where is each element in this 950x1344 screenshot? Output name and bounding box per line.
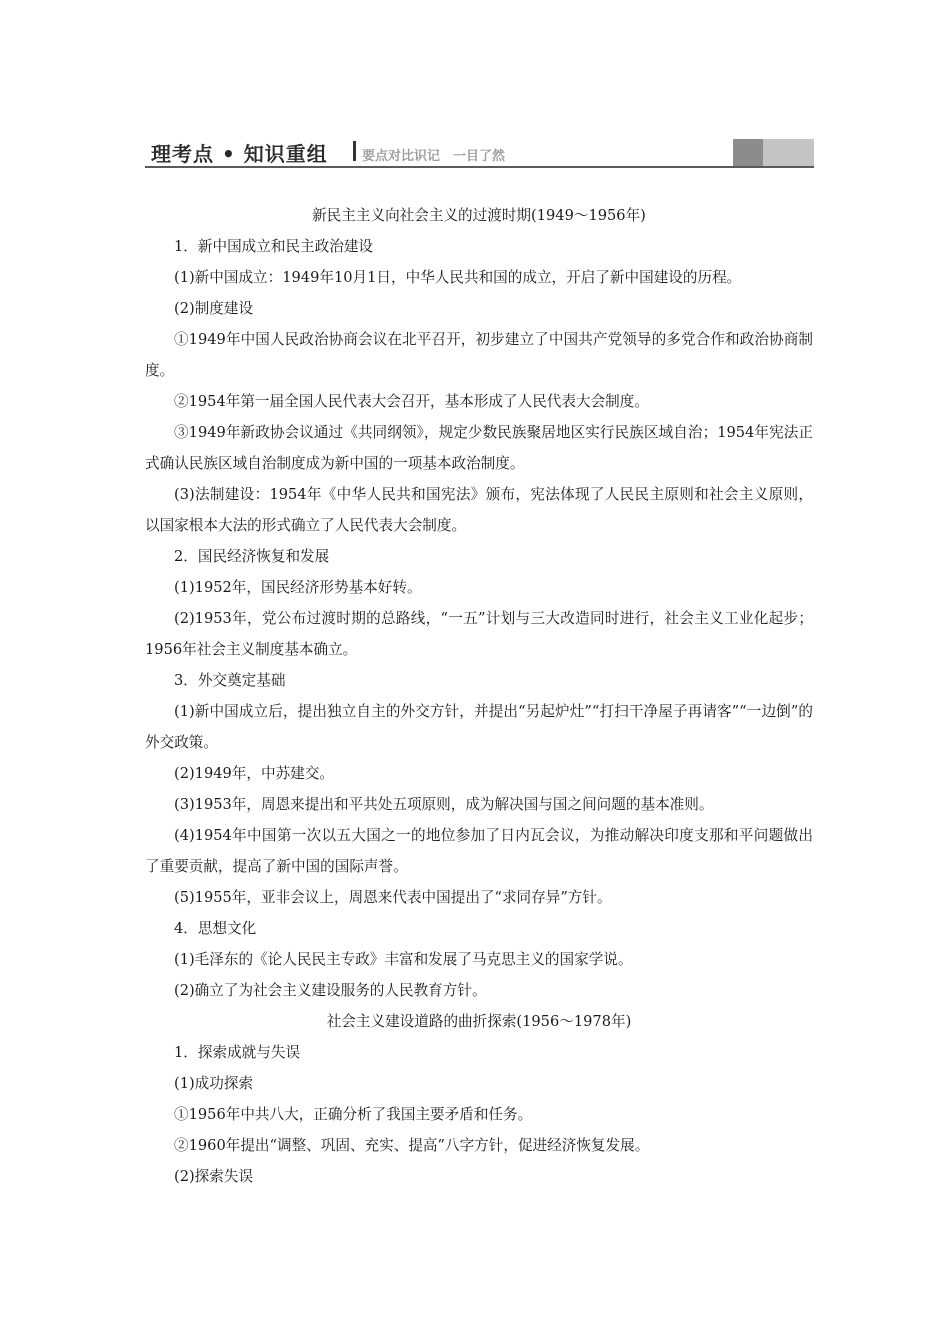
paragraph: (1)新中国成立：1949年10月1日，中华人民共和国的成立，开启了新中国建设的历程。	[174, 269, 742, 286]
header-dark-block	[733, 139, 763, 166]
paragraph: ①1956年中共八大，正确分析了我国主要矛盾和任务。	[174, 1106, 533, 1123]
section-heading: 社会主义建设道路的曲折探索(1956～1978年)	[326, 1013, 632, 1030]
section-title: 理考点 • 知识重组	[151, 142, 328, 166]
paragraph: (2)1949年，中苏建交。	[174, 765, 334, 782]
paragraph: (1)成功探索	[174, 1075, 254, 1092]
document-body	[145, 200, 813, 1192]
header-light-block	[763, 139, 814, 166]
paragraph: (2)1953年，党公布过渡时期的总路线，“一五”计划与三大改造同时进行，社会主义工业化起步；1956年社会主义制度基本确立。	[145, 610, 813, 658]
section-heading: 新民主主义向社会主义的过渡时期(1949～1956年)	[312, 207, 646, 224]
paragraph: (1)新中国成立后，提出独立自主的外交方针，并提出“另起炉灶”“打扫干净屋子再请客”“一边倒”的外交政策。	[145, 703, 813, 751]
paragraph: (2)确立了为社会主义建设服务的人民教育方针。	[174, 982, 487, 999]
paragraph: 2．国民经济恢复和发展	[174, 548, 330, 565]
paragraph: (2)探索失误	[174, 1168, 254, 1185]
paragraph: (2)制度建设	[174, 300, 254, 317]
paragraph: 4．思想文化	[174, 920, 257, 937]
paragraph: ②1954年第一届全国人民代表大会召开，基本形成了人民代表大会制度。	[174, 393, 649, 410]
paragraph: ①1949年中国人民政治协商会议在北平召开，初步建立了中国共产党领导的多党合作和政治协商制度。	[145, 331, 813, 379]
paragraph: 1．探索成就与失误	[174, 1044, 301, 1061]
paragraph: (1)毛泽东的《论人民民主专政》丰富和发展了马克思主义的国家学说。	[174, 951, 633, 968]
header-underline	[145, 166, 814, 168]
paragraph: (4)1954年中国第一次以五大国之一的地位参加了日内瓦会议，为推动解决印度支那和平问题做出了重要贡献，提高了新中国的国际声誉。	[145, 827, 813, 875]
title-divider	[353, 141, 356, 161]
section-subtitle: 要点对比识记 一目了然	[362, 149, 506, 164]
paragraph: 1．新中国成立和民主政治建设	[174, 238, 374, 255]
section-header	[145, 137, 814, 167]
paragraph: ②1960年提出“调整、巩固、充实、提高”八字方针，促进经济恢复发展。	[174, 1137, 650, 1154]
paragraph: (5)1955年，亚非会议上，周恩来代表中国提出了“求同存异”方针。	[174, 889, 612, 906]
paragraph: ③1949年新政协会议通过《共同纲领》，规定少数民族聚居地区实行民族区域自治；1954年宪法正式确认民族区域自治制度成为新中国的一项基本政治制度。	[145, 424, 813, 472]
paragraph: 3．外交奠定基础	[174, 672, 286, 689]
paragraph: (3)1953年，周恩来提出和平共处五项原则，成为解决国与国之间问题的基本准则。	[174, 796, 714, 813]
paragraph: (1)1952年，国民经济形势基本好转。	[174, 579, 422, 596]
paragraph: (3)法制建设：1954年《中华人民共和国宪法》颁布，宪法体现了人民民主原则和社会主义原则，以国家根本大法的形式确立了人民代表大会制度。	[145, 486, 813, 534]
